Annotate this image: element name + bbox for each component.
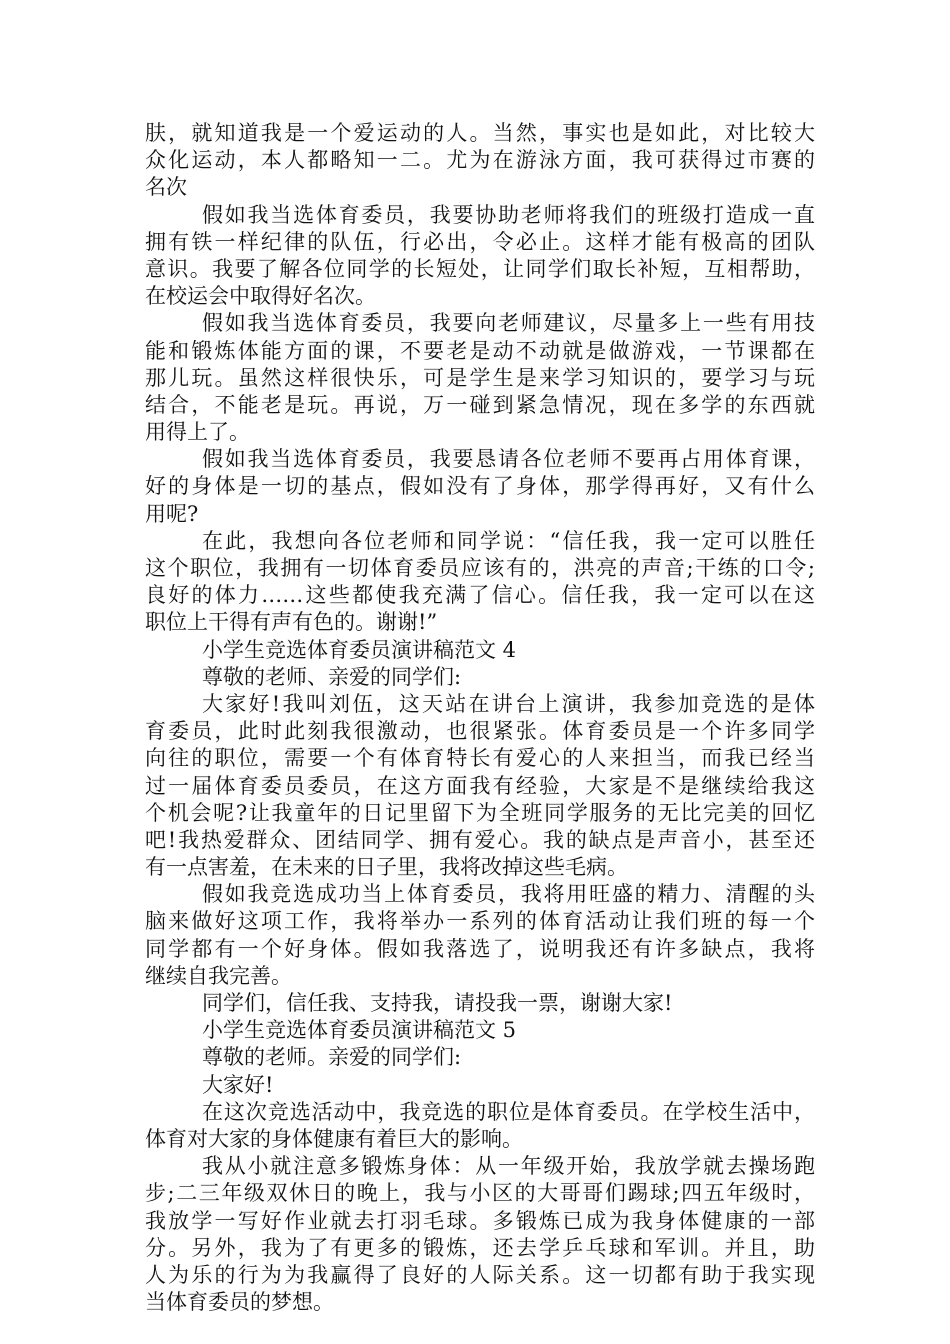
text-line: 在校运会中取得好名次。 xyxy=(145,284,376,309)
paragraph-start-line: 假如我当选体育委员，我要协助老师将我们的班级打造成一直 xyxy=(202,202,815,227)
text-line: 这个职位，我拥有一切体育委员应该有的，洪亮的声音;干练的口令; xyxy=(145,556,815,580)
text-line: 良好的体力……这些都使我充满了信心。信任我，我一定可以在这 xyxy=(145,583,815,608)
text-line: 能和锻炼体能方面的课，不要老是动不动就是做游戏，一节课都在 xyxy=(145,338,815,363)
text-line: 有一点害羞，在未来的日子里，我将改掉这些毛病。 xyxy=(145,855,628,880)
greeting-line: 大家好! xyxy=(202,1072,274,1097)
paragraph-start-line: 在此，我想向各位老师和同学说：“信任我，我一定可以胜任 xyxy=(202,528,815,553)
text-line: 体育对大家的身体健康有着巨大的影响。 xyxy=(145,1126,523,1151)
text-line: 众化运动，本人都略知一二。尤为在游泳方面，我可获得过市赛的 xyxy=(145,148,815,173)
text-line: 育委员，此时此刻我很激动，也很紧张。体育委员是一个许多同学 xyxy=(145,719,815,744)
salutation-line: 尊敬的老师、亲爱的同学们: xyxy=(202,664,462,689)
text-line: 用呢? xyxy=(145,501,199,526)
paragraph-start-line: 在这次竞选活动中，我竞选的职位是体育委员。在学校生活中， xyxy=(202,1099,815,1124)
text-line: 名次 xyxy=(145,175,187,200)
text-line: 用得上了。 xyxy=(145,420,250,445)
text-line: 结合，不能老是玩。再说，万一碰到紧急情况，现在多学的东西就 xyxy=(145,392,815,417)
text-line: 步;二三年级双休日的晚上，我与小区的大哥哥们踢球;四五年级时， xyxy=(145,1181,815,1206)
text-line: 那儿玩。虽然这样很快乐，可是学生是来学习知识的，要学习与玩 xyxy=(145,365,815,390)
text-line: 我放学一写好作业就去打羽毛球。多锻炼已成为我身体健康的一部 xyxy=(145,1208,815,1233)
text-line: 好的身体是一切的基点，假如没有了身体，那学得再好，又有什么 xyxy=(145,474,815,499)
paragraph-start-line: 假如我当选体育委员，我要恳请各位老师不要再占用体育课， xyxy=(202,447,815,472)
text-line: 职位上干得有声有色的。谢谢!” xyxy=(145,610,438,635)
text-line: 拥有铁一样纪律的队伍，行必出，令必止。这样才能有极高的团队 xyxy=(145,229,815,254)
text-line: 肤，就知道我是一个爱运动的人。当然，事实也是如此，对比较大 xyxy=(145,121,815,145)
paragraph-start-line: 假如我竞选成功当上体育委员，我将用旺盛的精力、清醒的头 xyxy=(202,882,815,907)
text-line: 当体育委员的梦想。 xyxy=(145,1290,334,1315)
paragraph-start-line: 假如我当选体育委员，我要向老师建议，尽量多上一些有用技 xyxy=(202,311,815,336)
section-heading: 小学生竞选体育委员演讲稿范文 5 xyxy=(202,1018,517,1043)
text-line: 分。另外，我为了有更多的锻炼，还去学乒乓球和军训。并且，助 xyxy=(145,1235,815,1260)
text-line: 同学都有一个好身体。假如我落选了，说明我还有许多缺点，我将 xyxy=(145,936,815,961)
text-line: 过一届体育委员委员，在这方面我有经验，大家是不是继续给我这 xyxy=(145,773,815,798)
paragraph-start-line: 大家好!我叫刘伍，这天站在讲台上演讲，我参加竞选的是体 xyxy=(202,691,815,716)
closing-line: 同学们，信任我、支持我，请投我一票，谢谢大家! xyxy=(202,991,673,1015)
text-line: 向往的职位，需要一个有体育特长有爱心的人来担当，而我已经当 xyxy=(145,746,815,771)
text-line: 人为乐的行为为我赢得了良好的人际关系。这一切都有助于我实现 xyxy=(145,1262,815,1287)
document-body xyxy=(145,120,815,1316)
text-line: 脑来做好这项工作，我将举办一系列的体育活动让我们班的每一个 xyxy=(145,909,815,934)
paragraph-start-line: 我从小就注意多锻炼身体：从一年级开始，我放学就去操场跑 xyxy=(202,1154,815,1179)
text-line: 个机会呢?让我童年的日记里留下为全班同学服务的无比完美的回忆 xyxy=(145,800,815,825)
section-heading: 小学生竞选体育委员演讲稿范文 4 xyxy=(202,637,517,662)
text-line: 吧!我热爱群众、团结同学、拥有爱心。我的缺点是声音小，甚至还 xyxy=(145,827,815,852)
text-line: 继续自我完善。 xyxy=(145,963,292,988)
salutation-line: 尊敬的老师。亲爱的同学们: xyxy=(202,1045,462,1070)
text-line: 意识。我要了解各位同学的长短处，让同学们取长补短，互相帮助， xyxy=(145,256,815,281)
